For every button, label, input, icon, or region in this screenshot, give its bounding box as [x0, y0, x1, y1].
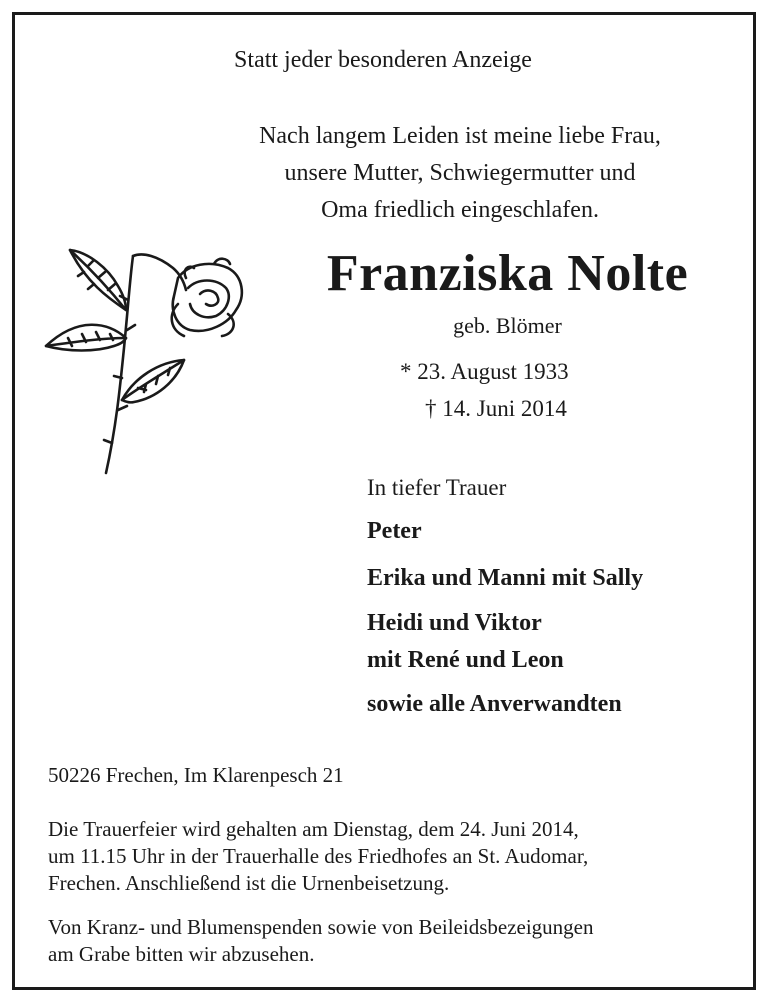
- funeral-info: [48, 816, 738, 897]
- donation-line: am Grabe bitten wir abzusehen.: [48, 942, 315, 966]
- funeral-line: um 11.15 Uhr in der Trauerhalle des Friedhofes an St. Audomar,: [48, 844, 589, 868]
- notice-header: Statt jeder besonderen Anzeige: [234, 47, 532, 73]
- mourning-line: In tiefer Trauer: [367, 475, 507, 500]
- deceased-name: Franziska Nolte: [326, 245, 689, 302]
- address: 50226 Frechen, Im Klarenpesch 21: [48, 763, 344, 787]
- birth-date: * 23. August 1933: [400, 359, 569, 384]
- donation-note: [48, 914, 738, 968]
- donation-line: Von Kranz- und Blumenspenden sowie von Beileidsbezeigungen: [48, 915, 594, 939]
- death-date: † 14. Juni 2014: [425, 396, 567, 421]
- intro-line: Oma friedlich eingeschlafen.: [321, 197, 599, 223]
- family-member: Peter: [367, 518, 422, 544]
- rose-icon: [38, 238, 248, 483]
- birth-name: geb. Blömer: [453, 313, 562, 338]
- intro-line: unsere Mutter, Schwiegermutter und: [284, 160, 636, 186]
- family-member: Erika und Manni mit Sally: [367, 565, 644, 591]
- family-member: mit René und Leon: [367, 647, 564, 673]
- funeral-line: Die Trauerfeier wird gehalten am Dienstag, dem 24. Juni 2014,: [48, 817, 579, 841]
- funeral-line: Frechen. Anschließend ist die Urnenbeisetzung.: [48, 871, 450, 895]
- family-member: Heidi und Viktor: [367, 610, 542, 636]
- intro-text: [190, 118, 730, 229]
- family-member: sowie alle Anverwandten: [367, 691, 622, 717]
- intro-line: Nach langem Leiden ist meine liebe Frau,: [259, 123, 661, 149]
